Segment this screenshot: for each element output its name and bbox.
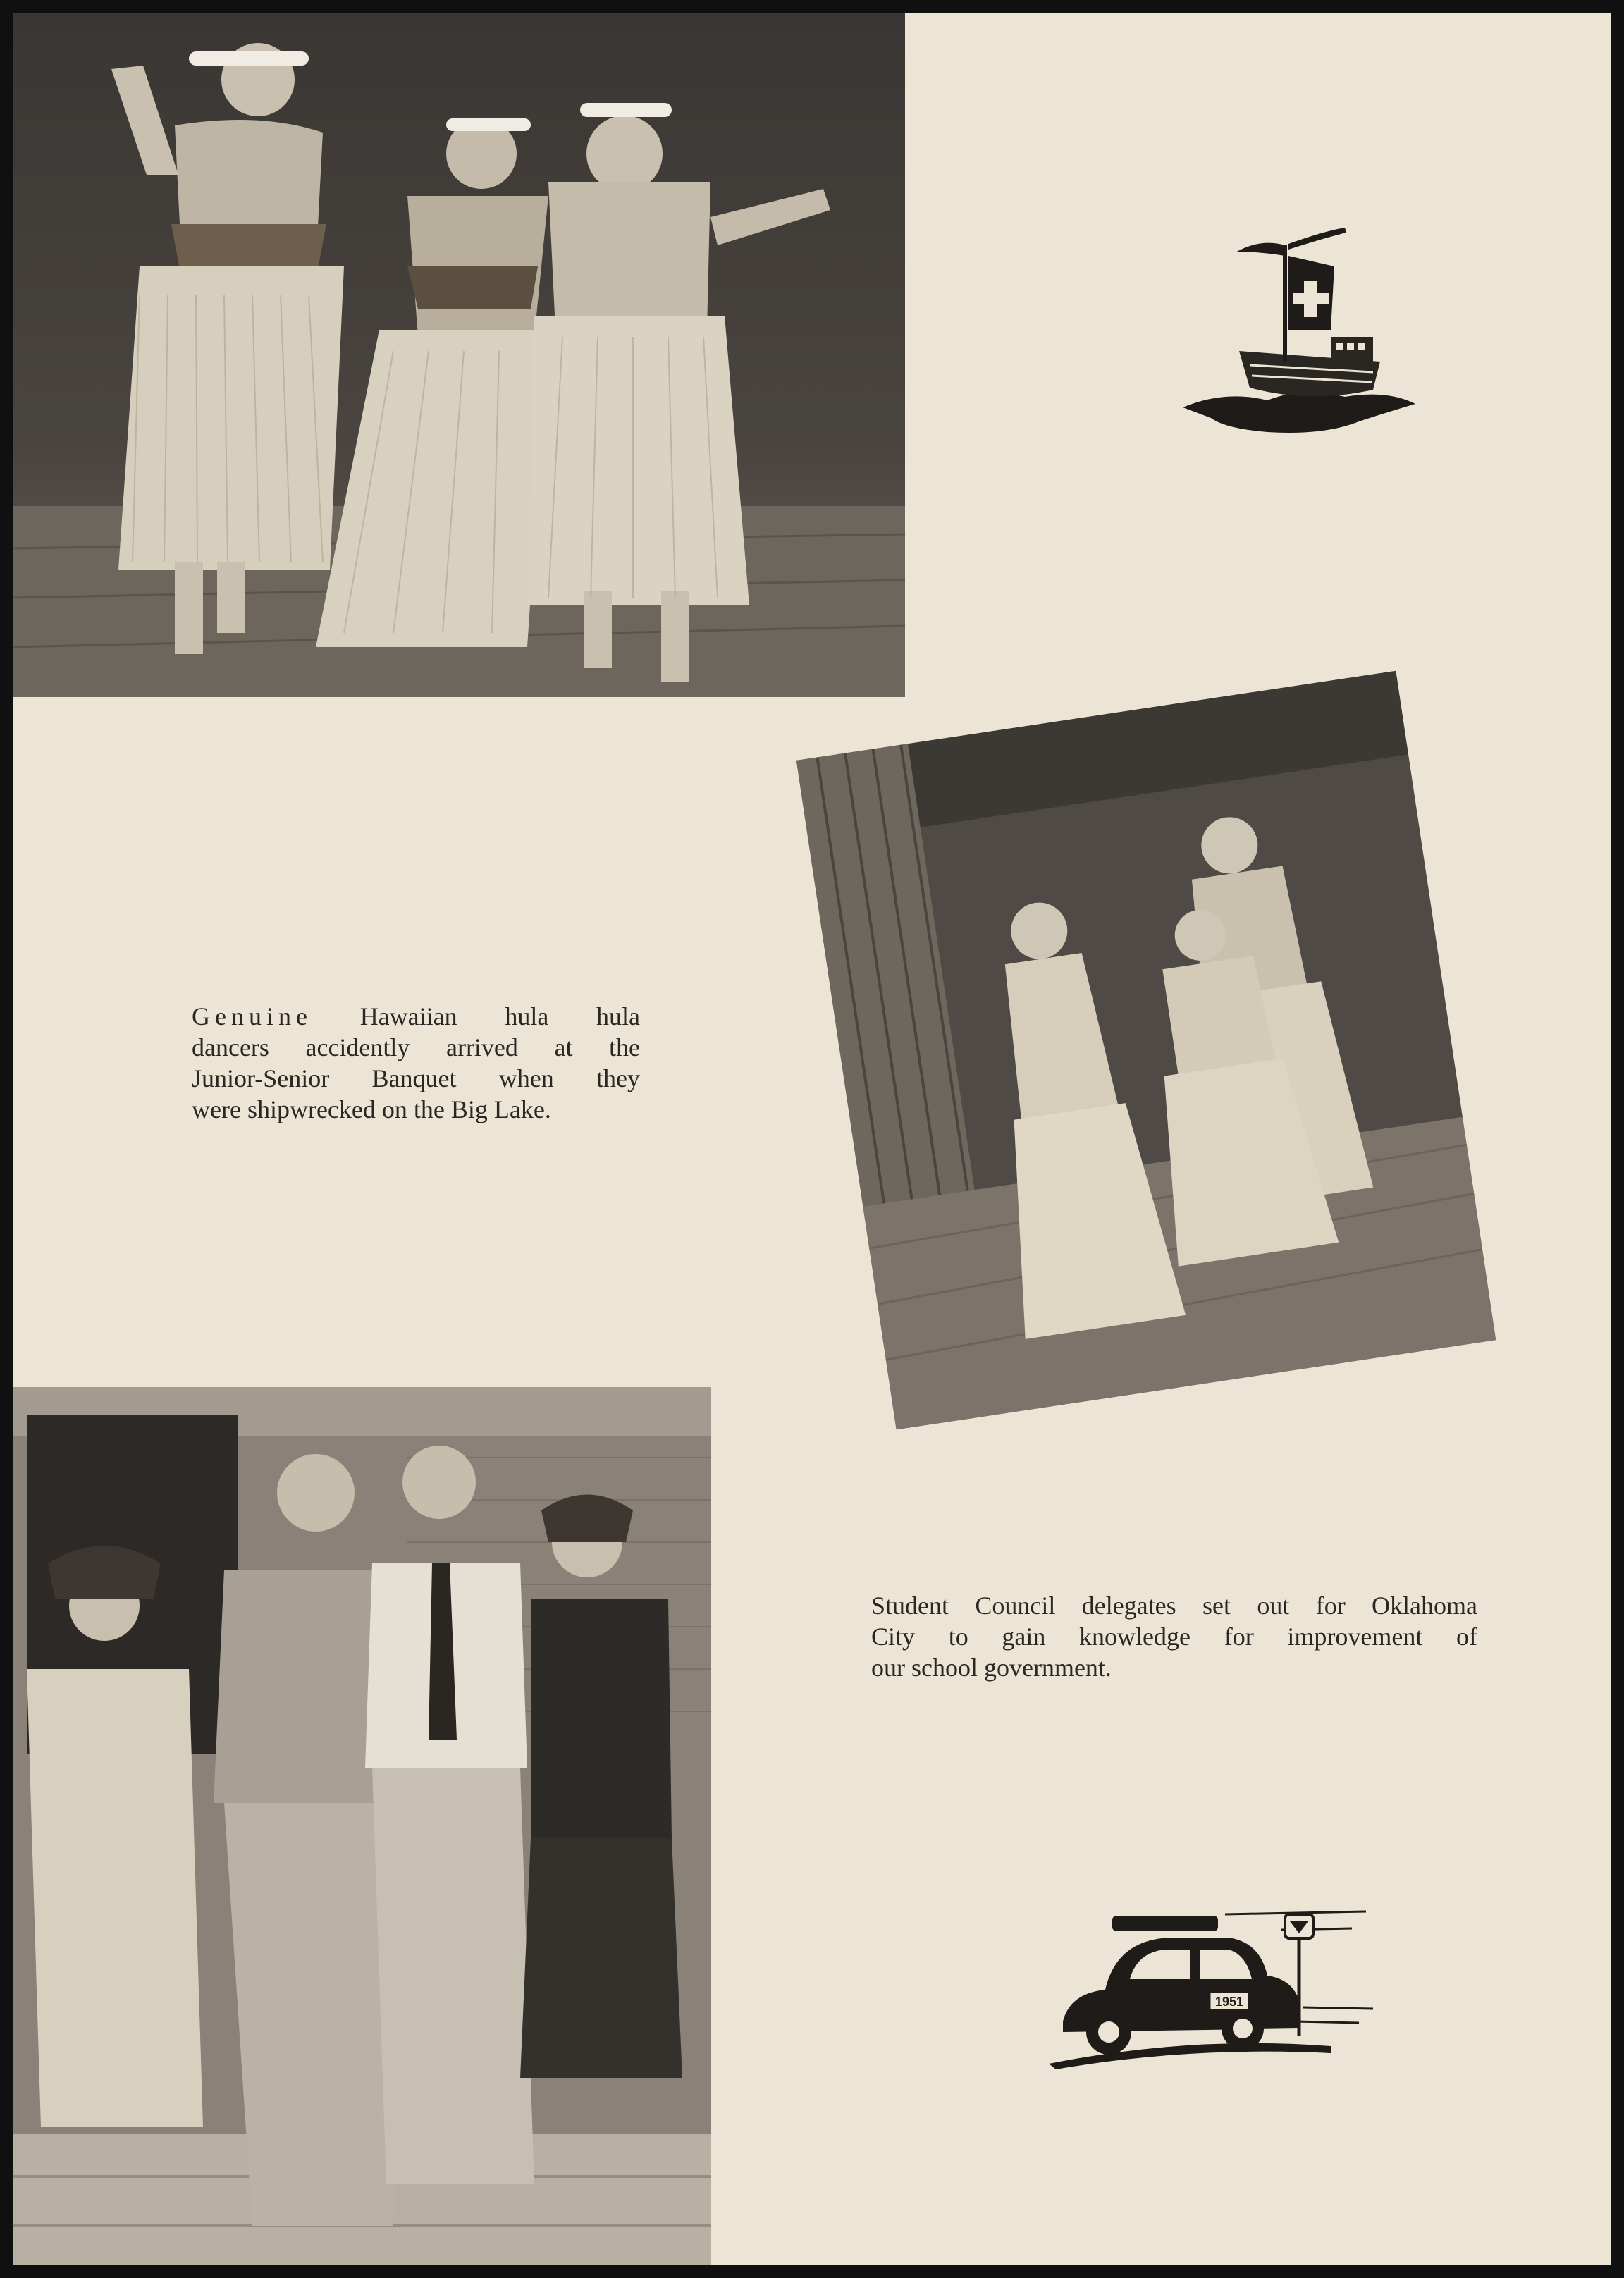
hula-caption (192, 1001, 640, 1125)
hula-caption-line-2: dancers accidently arrived at the (192, 1033, 640, 1061)
car-illustration (1049, 1902, 1380, 2071)
tilted-photo-frame (796, 671, 1496, 1430)
hula-caption-line-1: Hawaiian hula hula (359, 1002, 641, 1030)
ship-illustration (1183, 224, 1415, 457)
council-caption-line-3: our school government. (871, 1654, 1112, 1682)
council-caption-line-2: City to gain knowledge for improvement of (871, 1623, 1477, 1651)
hula-dancers-photo (13, 13, 905, 697)
council-caption (871, 1590, 1477, 1683)
hula-caption-line-3: Junior-Senior Banquet when they (192, 1064, 640, 1092)
hula-banquet-photo (796, 671, 1496, 1430)
hula-caption-first-word: Genuine (192, 1002, 312, 1030)
hula-caption-line-4: were shipwrecked on the Big Lake. (192, 1095, 551, 1123)
car-license-plate: 1951 (1214, 1995, 1244, 2009)
student-council-photo (13, 1387, 711, 2265)
council-caption-line-1: Student Council delegates set out for Oklahoma (871, 1591, 1477, 1620)
yearbook-page (13, 13, 1611, 2265)
